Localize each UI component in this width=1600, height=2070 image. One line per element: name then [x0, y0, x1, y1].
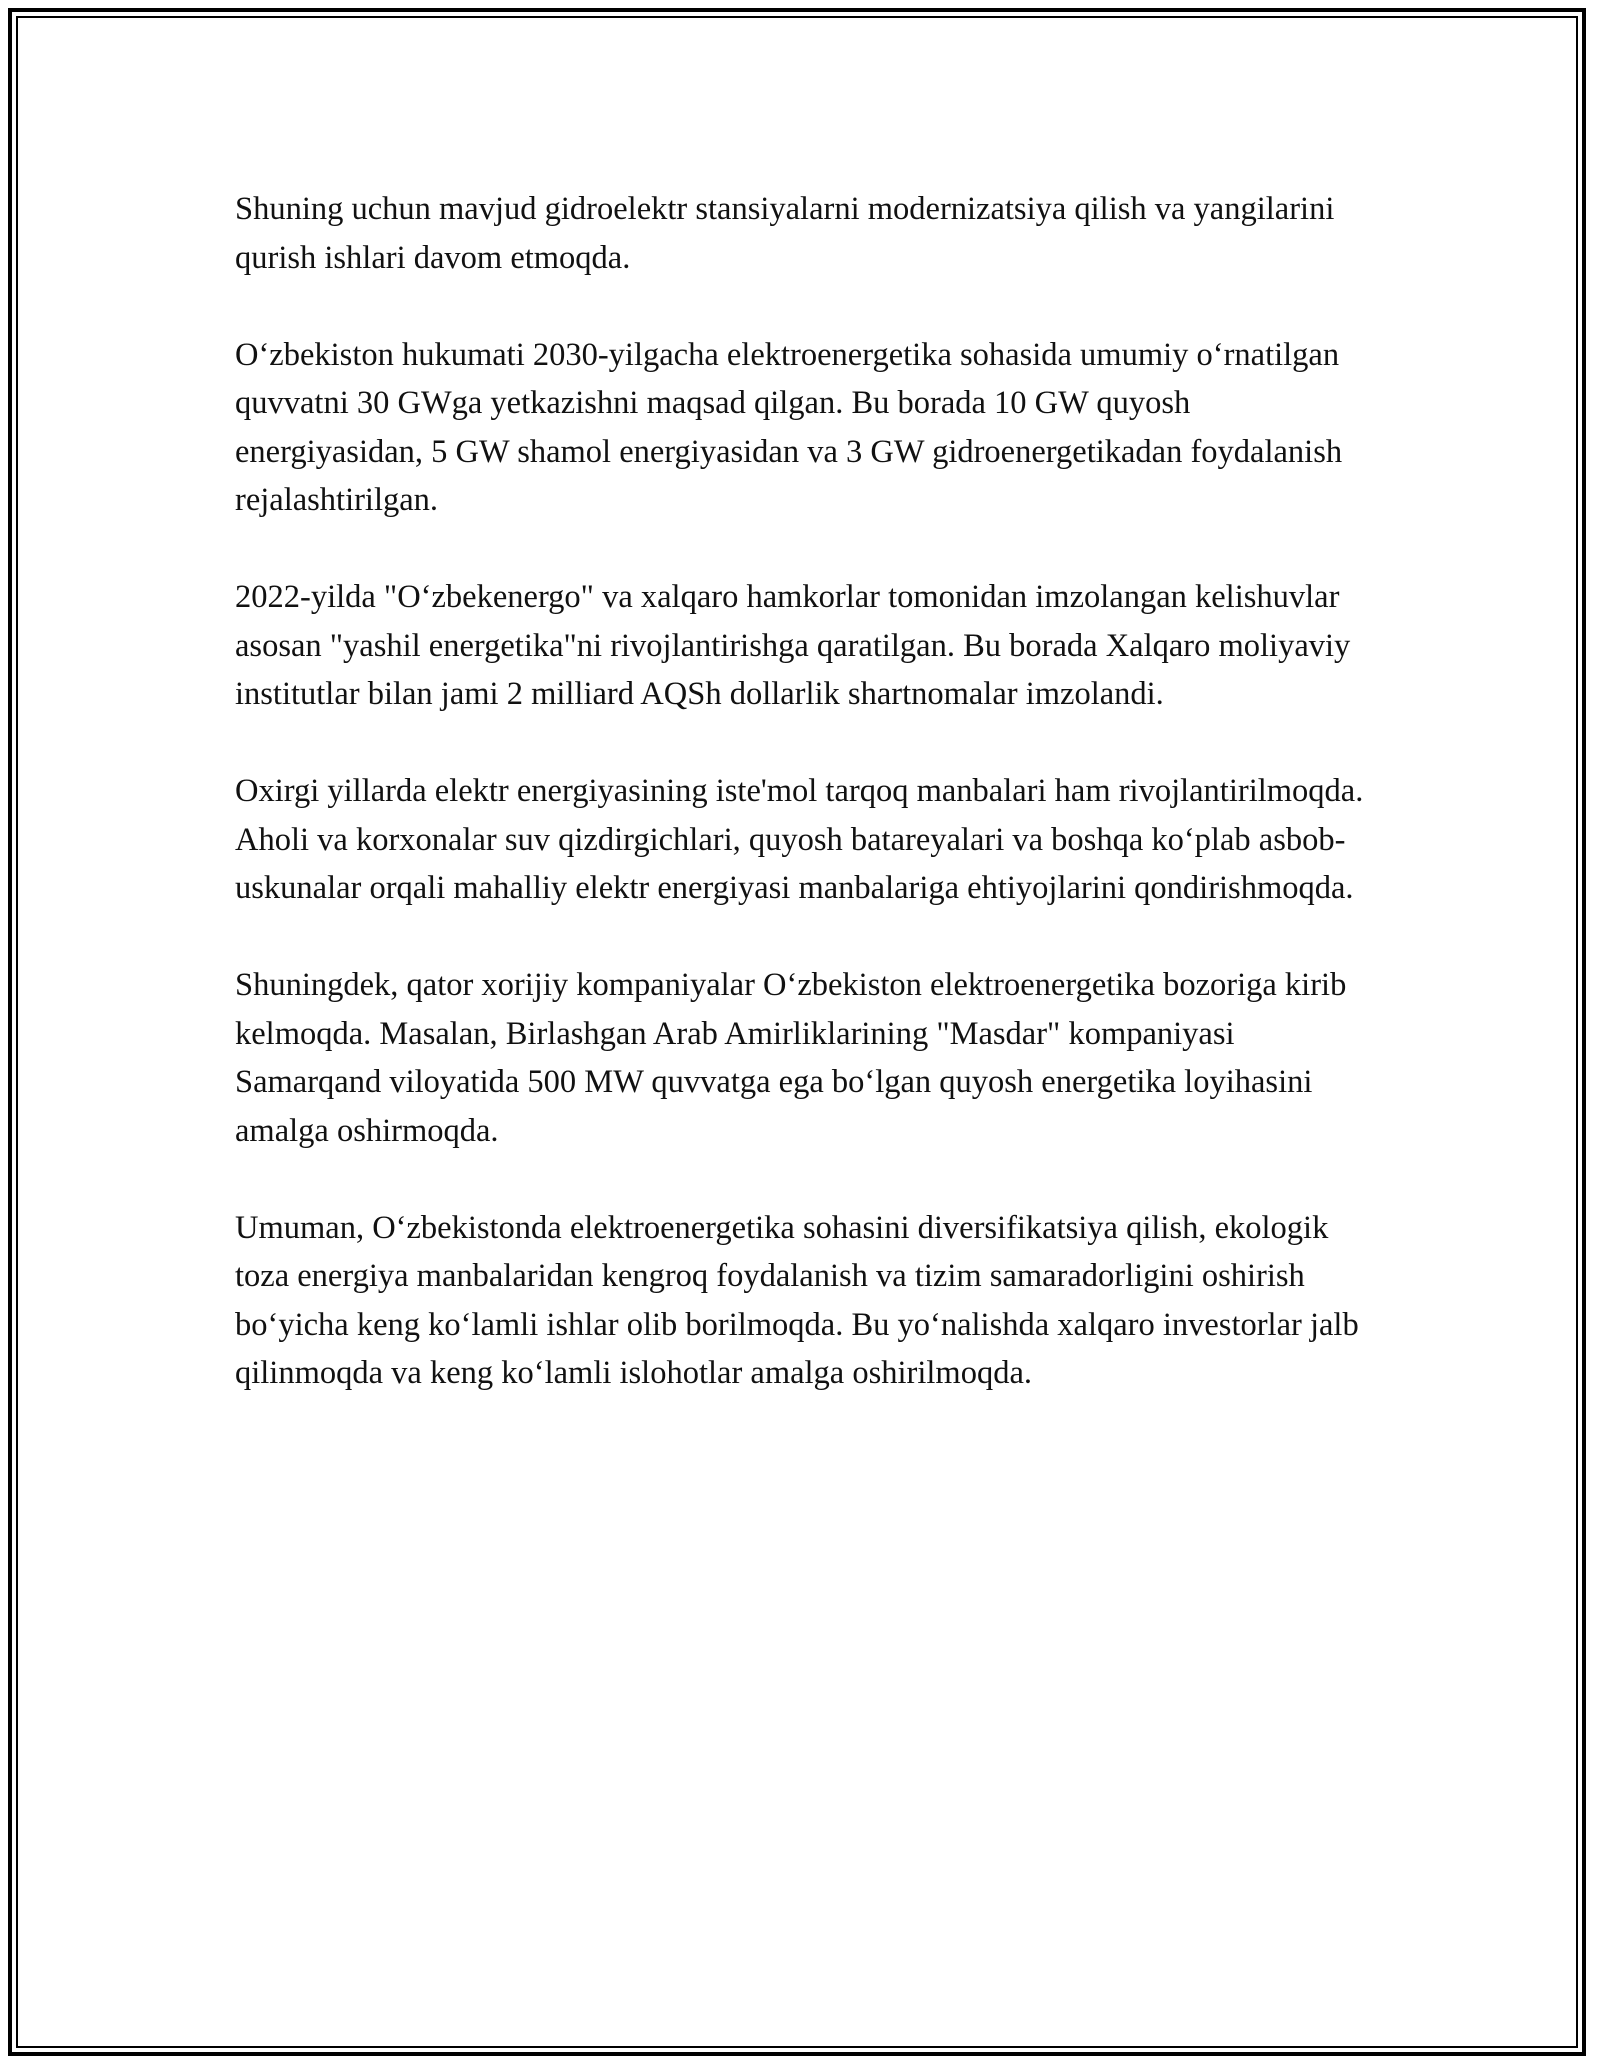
- paragraph-5: Shuningdek, qator xorijiy kompaniyalar O‘zbekiston elektroenergetika bozoriga kirib kelmoqda. Masalan, Birlashgan Arab Amirliklarining "Masdar" kompaniyasi Samarqand viloyatida 500 MW quvvatga ega bo‘lgan quyosh energetika loyihasini amalga oshirmoqda.: [235, 967, 1347, 1149]
- paragraph-3: 2022-yilda "O‘zbekenergo" va xalqaro hamkorlar tomonidan imzolangan kelishuvlar asosan "yashil energetika"ni rivojlantirishga qaratilgan. Bu borada Xalqaro moliyaviy institutlar bilan jami 2 milliard AQSh dollarlik shartnomalar imzolandi.: [235, 579, 1351, 712]
- paragraph-4: Oxirgi yillarda elektr energiyasining iste'mol tarqoq manbalari ham rivojlantirilmoqda. Aholi va korxonalar suv qizdirgichlari, quyosh batareyalari va boshqa ko‘plab asbob-uskunalar orqali mahalliy elektr energiyasi manbalariga ehtiyojlarini qondirishmoqda.: [235, 773, 1364, 906]
- document-body: [235, 185, 1365, 1446]
- paragraph-6: Umuman, O‘zbekistonda elektroenergetika sohasini diversifikatsiya qilish, ekologik toza energiya manbalaridan kengroq foydalanish va tizim samaradorligini oshirish bo‘yicha keng ko‘lamli ishlar olib borilmoqda. Bu yo‘nalishda xalqaro investorlar jalb qilinmoqda va keng ko‘lamli islohotlar amalga oshirilmoqda.: [235, 1209, 1359, 1391]
- paragraph-1: Shuning uchun mavjud gidroelektr stansiyalarni modernizatsiya qilish va yangilarini qurish ishlari davom etmoqda.: [235, 191, 1335, 276]
- paragraph-2: O‘zbekiston hukumati 2030-yilgacha elektroenergetika sohasida umumiy o‘rnatilgan quvvatni 30 GWga yetkazishni maqsad qilgan. Bu borada 10 GW quyosh energiyasidan, 5 GW shamol energiyasidan va 3 GW gidroenergetikadan foydalanish rejalashtirilgan.: [235, 336, 1343, 518]
